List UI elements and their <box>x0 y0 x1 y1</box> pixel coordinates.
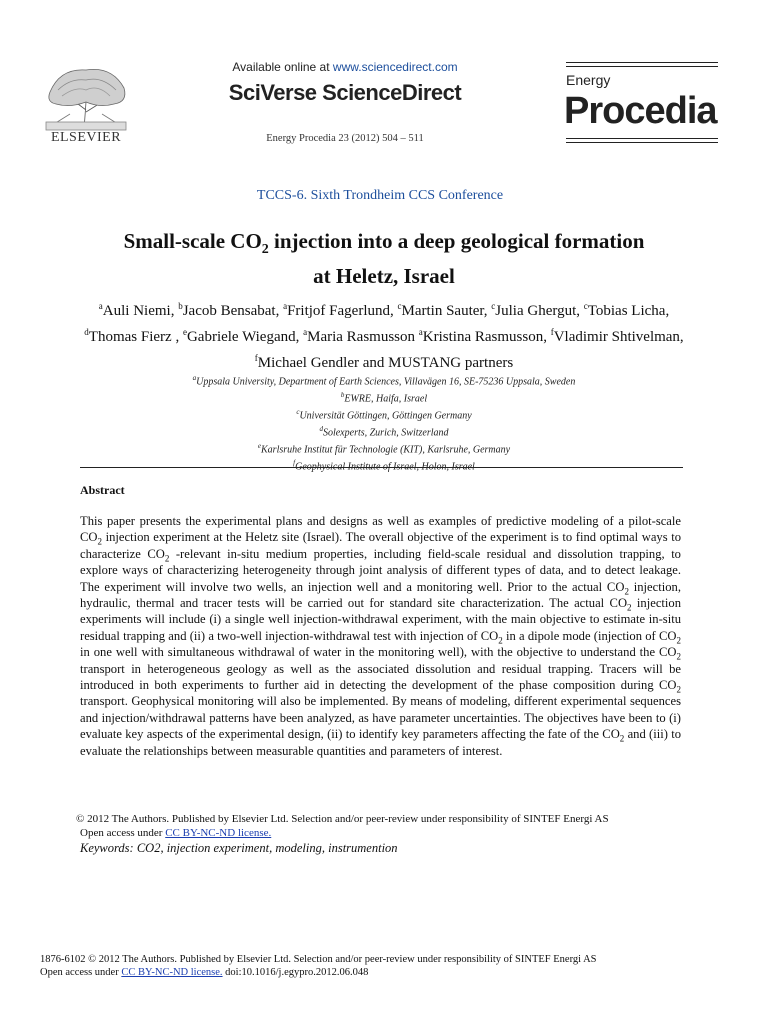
author-name: Vladimir Shtivelman, <box>553 329 684 345</box>
subscript: 2 <box>97 536 102 547</box>
footer-doi: doi:10.1016/j.egypro.2012.06.048 <box>222 967 369 978</box>
affiliation-text: Solexperts, Zurich, Switzerland <box>322 427 449 439</box>
subscript: 2 <box>676 684 681 695</box>
keywords: Keywords: CO2, injection experiment, modeling, instrumention <box>80 841 398 855</box>
abstract-segment: injection experiment at the Heletz site (Israel). The overall objective of the experiment is to find optimal ways to characterize CO <box>80 530 681 561</box>
affiliation-text: Karlsruhe Institut für Technologie (KIT), Karlsruhe, Germany <box>261 444 511 456</box>
abstract-segment: in a dipole mode (injection of CO <box>502 628 677 643</box>
publisher-name: ELSEVIER <box>50 130 122 145</box>
journal-logo-rule <box>566 138 718 139</box>
author-affiliation-mark: d <box>84 327 89 337</box>
title-part: injection into a deep geological formation <box>268 229 645 253</box>
subscript: 2 <box>627 602 632 613</box>
affiliation-list <box>120 372 648 474</box>
platform-name: SciVerse ScienceDirect <box>228 80 462 105</box>
author-affiliation-mark: a <box>418 327 423 337</box>
footer-copyright: 1876-6102 © 2012 The Authors. Published by Elsevier Ltd. Selection and/or peer-review under responsibility of SINTEF Energi AS <box>40 954 597 965</box>
affiliation-item <box>120 372 648 389</box>
author-affiliation-mark: b <box>178 301 183 311</box>
author-name: Auli Niemi, <box>102 303 179 319</box>
author-affiliation-mark: c <box>491 301 496 311</box>
subscript: 2 <box>624 586 629 597</box>
affiliation-item <box>120 406 648 423</box>
abstract-segment: transport in heterogeneous geology as well as the associated dissolution and residual trapping. Tracers will be introduced in both experiments to further aid in detecting the development of the phase composition during CO <box>80 661 681 693</box>
author-affiliation-mark: f <box>254 353 258 363</box>
journal-logo-rule <box>566 142 718 143</box>
author-name: Martin Sauter, <box>401 303 492 319</box>
footer-open-access <box>40 967 368 978</box>
journal-logo-procedia: Procedia <box>564 90 717 132</box>
affiliation-item <box>120 440 648 457</box>
subscript: 2 <box>619 733 625 744</box>
author-name: Kristina Rasmusson, <box>422 329 551 345</box>
author-name: Jacob Bensabat, <box>182 303 284 319</box>
author-name: Tobias Licha, <box>587 303 670 319</box>
journal-logo-rule <box>566 62 718 63</box>
footer-license-link[interactable]: CC BY-NC-ND license. <box>121 967 223 978</box>
author-affiliation-mark: a <box>303 327 308 337</box>
copyright-notice: © 2012 The Authors. Published by Elsevier Ltd. Selection and/or peer-review under responsibility of SINTEF Energi AS <box>76 813 609 825</box>
author-affiliation-mark: c <box>583 301 588 311</box>
abstract-segment: -relevant in-situ medium properties, including field-scale residual and dissolution trapping, to explore ways of characterizing heterogeneity through joint analysis of different types of data, and to detect leakage. The experiment will involve two wells, an injection well and a monitoring well. Prior to the actual CO <box>80 546 681 594</box>
journal-logo-energy: Energy <box>566 72 611 88</box>
affiliation-item <box>120 389 648 406</box>
journal-citation: Energy Procedia 23 (2012) 504 – 511 <box>266 133 424 144</box>
author-name: Julia Ghergut, <box>495 303 584 319</box>
open-access-notice <box>80 827 271 839</box>
author-name: Michael Gendler and MUSTANG partners <box>257 355 514 371</box>
author-name: Gabriele Wiegand, <box>186 329 304 345</box>
available-prefix: Available online at <box>232 60 333 74</box>
abstract-segment: transport. Geophysical monitoring will also be implemented. By means of modeling, different experimental sequences and injection/withdrawal patterns have been analyzed, as have parameter uncertainties. The objectives have been to (i) evaluate key aspects of the experimental design, (ii) to identify key parameters affecting the fate of the CO <box>80 694 681 742</box>
affiliation-mark: b <box>340 390 345 399</box>
available-online <box>180 60 510 74</box>
author-affiliation-mark: f <box>550 327 554 337</box>
sciencedirect-link[interactable]: www.sciencedirect.com <box>332 60 458 74</box>
subscript: 2 <box>164 553 170 564</box>
open-access-prefix: Open access under <box>80 827 166 839</box>
affiliation-item <box>120 423 648 440</box>
author-name: Fritjof Fagerlund, <box>287 303 398 319</box>
abstract-segment: injection experiments will include (i) a single well injection-withdrawal experiment, with the main objective to estimate in-situ residual trapping and (ii) a two-well injection-withdrawal test with injection of CO <box>80 596 682 643</box>
author-name: Thomas Fierz , <box>88 329 183 345</box>
affiliation-mark: a <box>192 374 197 382</box>
title-part: Small-scale CO <box>123 229 262 253</box>
affiliation-text: EWRE, Haifa, Israel <box>344 393 428 405</box>
abstract-text <box>80 513 681 759</box>
author-affiliation-mark: a <box>283 301 288 311</box>
affiliation-mark: e <box>257 441 262 450</box>
affiliation-mark: d <box>319 424 323 433</box>
affiliation-item <box>120 457 648 474</box>
journal-logo-rule <box>566 66 718 67</box>
conference-name: TCCS-6. Sixth Trondheim CCS Conference <box>256 188 504 203</box>
affiliation-mark: c <box>296 407 300 416</box>
subscript: 2 <box>676 635 681 646</box>
abstract-segment: and (iii) to evaluate the relationships between measurable quantities and parameters of interest. <box>80 727 681 758</box>
affiliation-text: Uppsala University, Department of Earth Sciences, Villavägen 16, SE-75236 Uppsala, Sweden <box>196 376 576 388</box>
title-subscript: 2 <box>261 242 269 258</box>
author-affiliation-mark: a <box>98 301 103 311</box>
abstract-heading: Abstract <box>80 483 125 497</box>
affiliation-text: Universität Göttingen, Göttingen Germany <box>299 410 472 422</box>
footer-prefix: Open access under <box>40 967 122 978</box>
abstract-segment: injection, hydraulic, thermal and tracer tests will be carried out for standard site characterization. The actual CO <box>80 579 681 611</box>
paper-title <box>60 228 708 290</box>
subscript: 2 <box>498 635 503 646</box>
affiliation-text: Geophysical Institute of Israel, Holon, Israel <box>295 460 475 472</box>
title-part: at Heletz, Israel <box>313 264 455 289</box>
author-affiliation-mark: e <box>182 327 187 337</box>
section-divider <box>80 467 683 468</box>
author-list <box>80 296 688 374</box>
subscript: 2 <box>676 651 681 662</box>
author-affiliation-mark: c <box>397 301 402 311</box>
affiliation-mark: f <box>293 458 296 467</box>
author-name: Maria Rasmusson <box>307 329 419 345</box>
abstract-segment: in one well with simultaneous withdrawal of water in the monitoring well), with the objective to understand the CO <box>80 645 677 660</box>
abstract-segment: This paper presents the experimental plans and designs as well as examples of predictive modeling of a pilot-scale CO <box>80 514 681 545</box>
license-link[interactable]: CC BY-NC-ND license. <box>165 827 272 839</box>
